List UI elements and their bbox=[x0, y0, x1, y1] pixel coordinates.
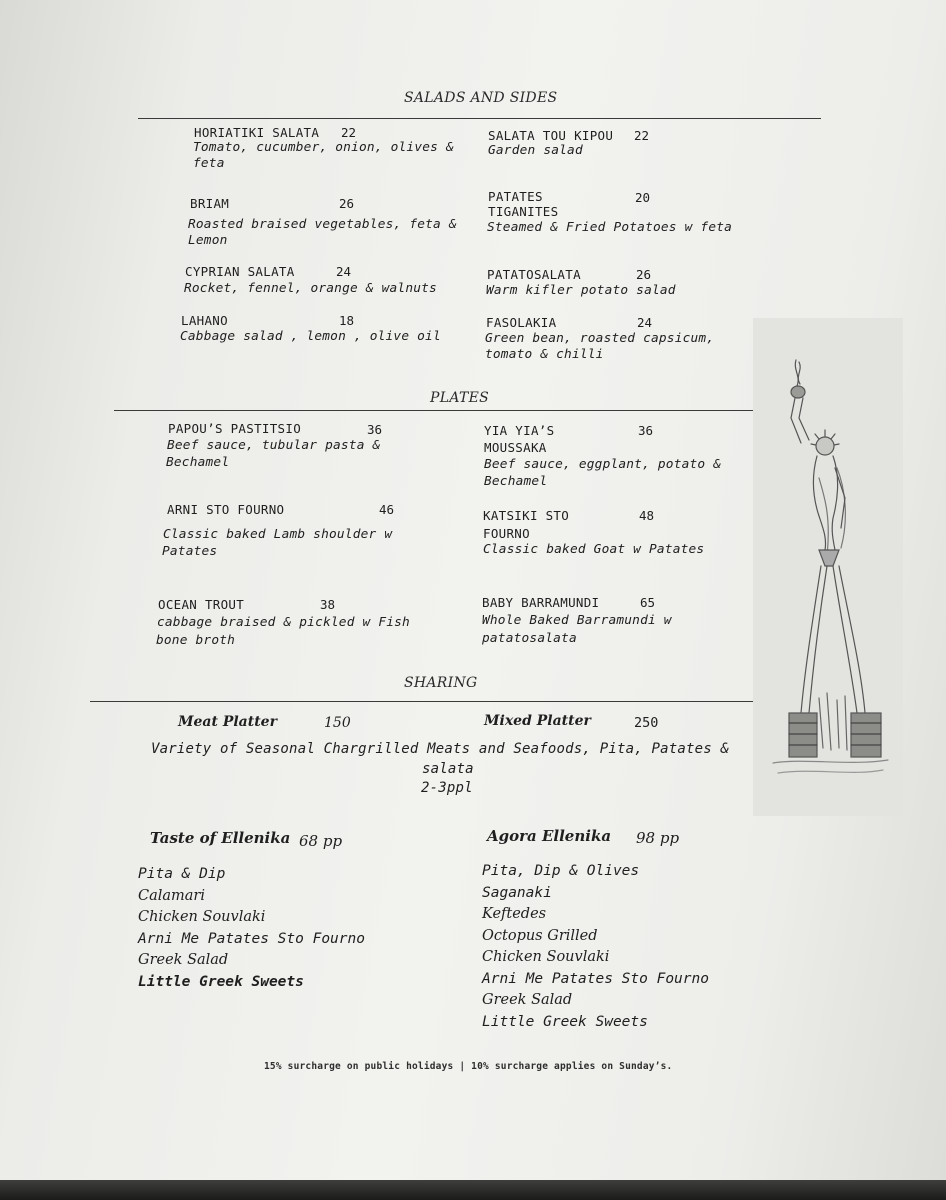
item-price: 26 bbox=[636, 267, 652, 282]
item-price: 36 bbox=[367, 422, 383, 437]
item-desc: Bechamel bbox=[166, 455, 230, 470]
item-price: 48 bbox=[639, 508, 655, 523]
set-menu-item: Chicken Souvlaki bbox=[482, 949, 610, 965]
set-menu-item: Greek Salad bbox=[482, 992, 573, 1008]
section-title-salads: SALADS AND SIDES bbox=[404, 90, 558, 106]
item-name: MOUSSAKA bbox=[484, 440, 547, 455]
item-desc: Beef sauce, eggplant, potato & bbox=[484, 457, 722, 472]
set-menu-list bbox=[138, 864, 458, 993]
item-desc: Garden salad bbox=[488, 143, 583, 158]
item-name: PATATES bbox=[488, 189, 543, 204]
item-price: 20 bbox=[635, 190, 651, 205]
statue-drawing bbox=[753, 318, 903, 816]
item-price: 46 bbox=[379, 502, 395, 517]
item-desc: cabbage braised & pickled w Fish bbox=[157, 615, 410, 630]
item-name: PATATOSALATA bbox=[487, 267, 581, 282]
item-desc: Classic baked Goat w Patates bbox=[483, 542, 705, 557]
item-name: TIGANITES bbox=[488, 204, 559, 219]
set-menu-item: Chicken Souvlaki bbox=[138, 909, 266, 925]
item-price: 36 bbox=[638, 423, 654, 438]
item-price: 18 bbox=[339, 313, 355, 328]
item-name: LAHANO bbox=[181, 313, 228, 328]
item-name: FOURNO bbox=[483, 526, 530, 541]
set-menu-title: Taste of Ellenika bbox=[150, 829, 291, 847]
platter-name: Meat Platter bbox=[178, 714, 277, 730]
item-desc: Steamed & Fried Potatoes w feta bbox=[487, 220, 733, 235]
item-desc: Tomato, cucumber, onion, olives & bbox=[193, 140, 454, 155]
item-desc: Classic baked Lamb shoulder w bbox=[163, 527, 393, 542]
section-title-plates: PLATES bbox=[430, 390, 490, 406]
set-menu-item: Saganaki bbox=[482, 884, 552, 901]
table-edge bbox=[0, 1180, 946, 1200]
section-divider bbox=[138, 118, 821, 119]
set-menu-list bbox=[482, 861, 782, 1033]
set-menu-item: Keftedes bbox=[482, 906, 547, 922]
item-desc: Whole Baked Barramundi w bbox=[482, 613, 672, 628]
item-desc: bone broth bbox=[156, 633, 236, 648]
set-menu-item: Pita & Dip bbox=[138, 866, 226, 882]
set-menu-item: Calamari bbox=[138, 887, 205, 904]
item-price: 24 bbox=[336, 264, 352, 279]
item-name: YIA YIA’S bbox=[484, 423, 555, 438]
section-title-sharing: SHARING bbox=[404, 675, 478, 691]
section-divider bbox=[114, 410, 755, 411]
item-price: 38 bbox=[320, 597, 336, 612]
set-menu-item: Octopus Grilled bbox=[482, 927, 598, 944]
set-menu-item: Little Greek Sweets bbox=[482, 1013, 648, 1030]
set-menu-item: Pita, Dip & Olives bbox=[482, 863, 640, 879]
item-price: 65 bbox=[640, 595, 656, 610]
item-desc: Lemon bbox=[188, 233, 228, 248]
platter-price: 250 bbox=[634, 715, 659, 731]
item-desc: Cabbage salad , lemon , olive oil bbox=[180, 329, 441, 344]
item-name: FASOLAKIA bbox=[486, 315, 557, 330]
set-menu-price: 68 pp bbox=[299, 832, 343, 850]
item-desc: Patates bbox=[162, 544, 218, 559]
item-desc: Green bean, roasted capsicum, bbox=[485, 331, 715, 346]
item-desc: Rocket, fennel, orange & walnuts bbox=[184, 281, 437, 296]
item-name: KATSIKI STO bbox=[483, 508, 570, 523]
item-price: 24 bbox=[637, 315, 653, 330]
section-divider bbox=[90, 701, 769, 702]
item-price: 22 bbox=[341, 125, 357, 140]
surcharge-note: 15% surcharge on public holidays | 10% surcharge applies on Sunday’s. bbox=[264, 1061, 673, 1072]
platter-desc: Variety of Seasonal Chargrilled Meats and Seafoods, Pita, Patates & bbox=[151, 741, 730, 757]
item-desc: patatosalata bbox=[482, 631, 577, 646]
item-name: OCEAN TROUT bbox=[158, 597, 245, 612]
item-desc: feta bbox=[193, 156, 225, 171]
item-name: BABY BARRAMUNDI bbox=[482, 595, 600, 610]
set-menu-price: 98 pp bbox=[636, 829, 680, 847]
item-name: SALATA TOU KIPOU bbox=[488, 128, 614, 143]
item-desc: tomato & chilli bbox=[485, 347, 604, 362]
platter-desc: salata bbox=[422, 761, 474, 777]
platter-name: Mixed Platter bbox=[484, 713, 591, 729]
set-menu-item: Little Greek Sweets bbox=[138, 973, 304, 990]
item-name: PAPOU’S PASTITSIO bbox=[168, 421, 302, 436]
set-menu-title: Agora Ellenika bbox=[487, 827, 612, 845]
item-desc: Beef sauce, tubular pasta & bbox=[167, 438, 381, 453]
set-menu-item: Arni Me Patates Sto Fourno bbox=[138, 930, 365, 947]
item-price: 26 bbox=[339, 196, 355, 211]
item-name: CYPRIAN SALATA bbox=[185, 264, 295, 279]
set-menu-item: Arni Me Patates Sto Fourno bbox=[482, 970, 709, 987]
item-name: HORIATIKI SALATA bbox=[194, 125, 320, 140]
set-menu-item: Greek Salad bbox=[138, 952, 229, 968]
item-price: 22 bbox=[634, 128, 650, 143]
item-name: BRIAM bbox=[190, 196, 230, 211]
item-desc: Roasted braised vegetables, feta & bbox=[188, 217, 457, 232]
item-name: ARNI STO FOURNO bbox=[167, 502, 285, 517]
item-desc: Bechamel bbox=[484, 474, 548, 489]
item-desc: Warm kifler potato salad bbox=[486, 283, 676, 298]
colossus-illustration bbox=[753, 318, 903, 816]
platter-price: 150 bbox=[324, 715, 351, 731]
platter-serves: 2-3ppl bbox=[421, 780, 473, 796]
